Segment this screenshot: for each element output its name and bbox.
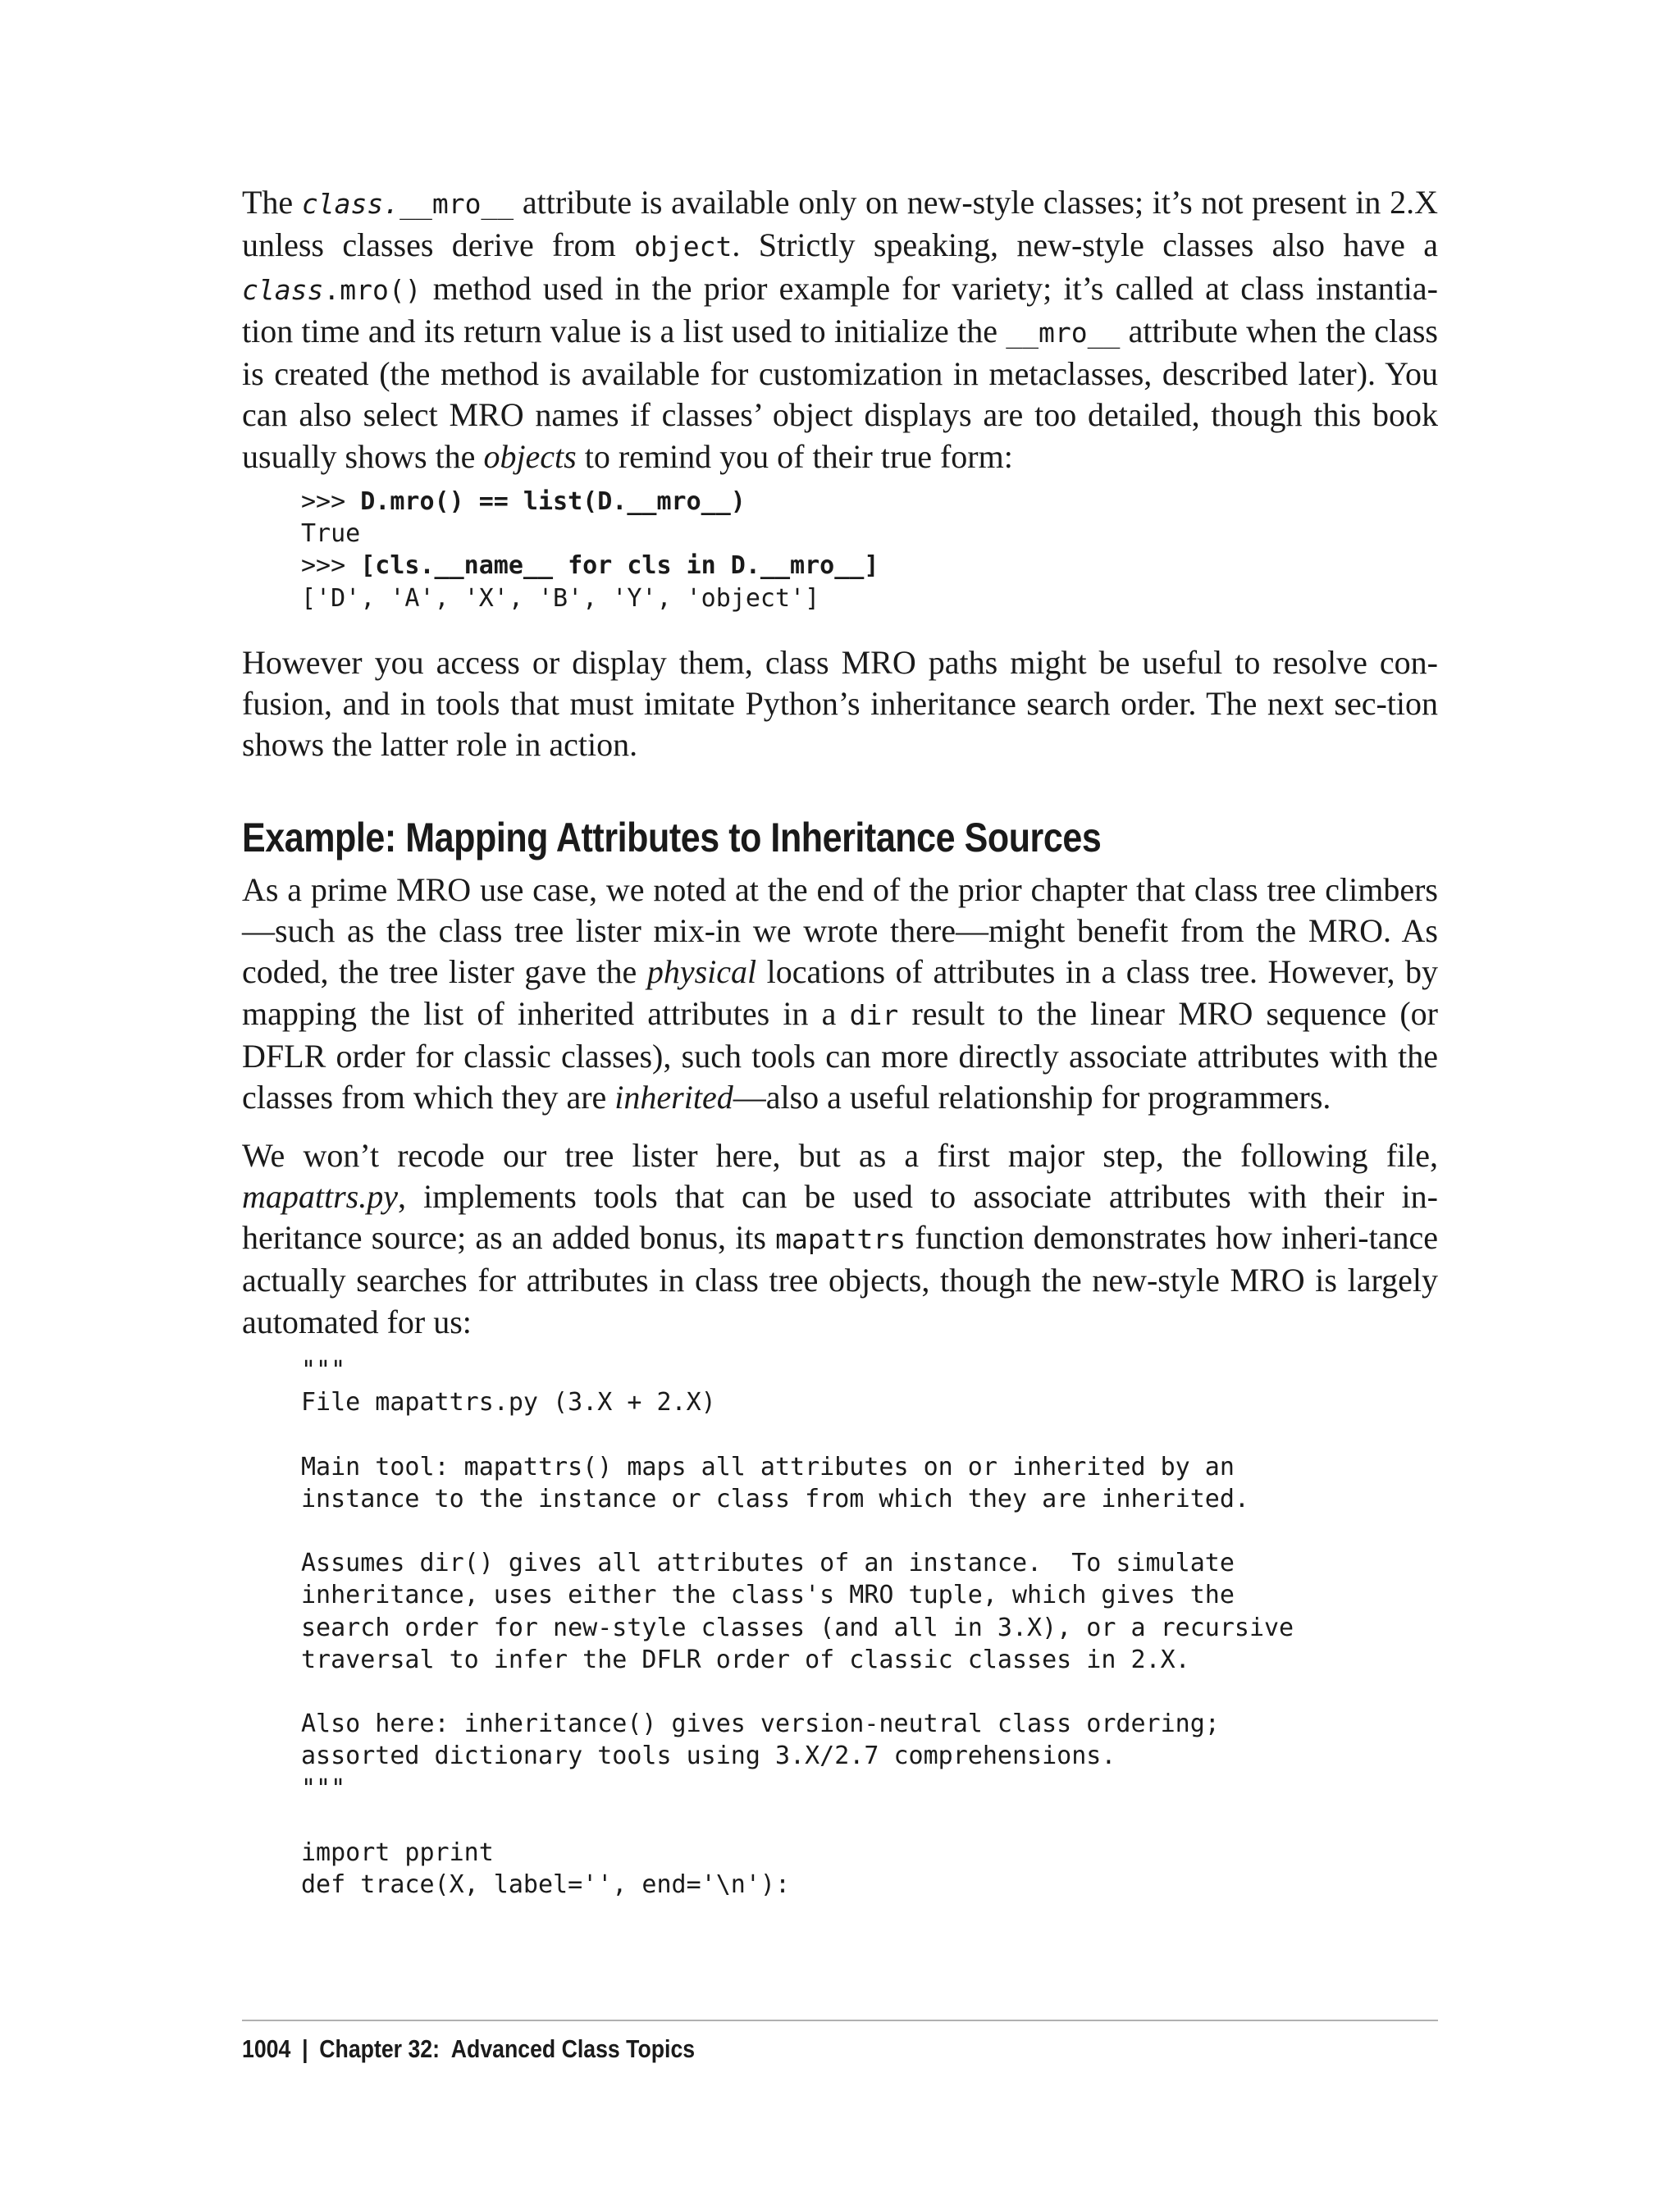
paragraph-mapattrs-intro	[242, 1135, 1438, 1343]
code-block-mro	[242, 486, 1438, 614]
inline-code: dir	[849, 998, 899, 1031]
inline-code: class	[242, 273, 324, 306]
paragraph-mro-attribute	[242, 182, 1438, 477]
inline-code: __mro__	[1006, 316, 1121, 349]
code-output: ['D', 'A', 'X', 'B', 'Y', 'object']	[301, 583, 820, 613]
inline-code: __mro__	[399, 188, 514, 220]
page-footer	[242, 2033, 695, 2066]
text-run: attribute is available only on new-style classes; it’s not present in 2.X unless classes derive from	[242, 184, 1439, 264]
code-prompt: >>>	[301, 487, 361, 517]
code-input: [cls.__name__ for cls in D.__mro__]	[360, 551, 879, 581]
emphasis: physical	[646, 953, 757, 991]
paragraph-mro-use-case	[242, 870, 1438, 1119]
text-run: . Strictly speaking, new-style classes also have a	[732, 226, 1438, 264]
emphasis: inherited	[614, 1079, 733, 1116]
code-input: D.mro() == list(D.__mro__)	[360, 487, 746, 517]
text-run: —also a useful relationship for programmers.	[733, 1079, 1331, 1116]
inline-code: object	[634, 231, 733, 263]
text-run: to remind you of their true form:	[576, 437, 1013, 475]
footer-rule	[242, 2020, 1438, 2021]
chapter-title: Chapter 32: Advanced Class Topics	[319, 2034, 696, 2063]
text-run: We won’t recode our tree lister here, but as a first major step, the following file,	[242, 1136, 1438, 1174]
text-run: , implements tools that can be used to associate attributes with their in-heritance source; as an added bonus, its	[242, 1177, 1438, 1257]
text-run: result to the linear MRO sequence (or DFLR order for classic classes), such tools can more directly associate attributes with the classes from which they are	[242, 994, 1438, 1116]
code-prompt: >>>	[301, 551, 361, 581]
paragraph-mro-paths: However you access or display them, class MRO paths might be useful to resolve con-fusion, and in tools that must imitate Python’s inheritance search order. The next sec-tion shows the latter role in action.	[242, 643, 1438, 764]
page-body	[242, 182, 1438, 1901]
code-output: True	[301, 519, 361, 549]
text-run: The	[242, 184, 302, 221]
text-run: attribute when the class is created (the method is available for customization in metaclasses, described later). You can also select MRO names if classes’ object displays are too detailed, though this book usually shows the	[242, 312, 1438, 475]
text-run: function demonstrates how inheri-tance actually searches for attributes in class tree objects, though the new-style MRO is largely automated for us:	[242, 1219, 1438, 1340]
emphasis: objects	[483, 437, 577, 475]
emphasis: mapattrs.py	[242, 1177, 398, 1215]
text-run: method used in the prior example for variety; it’s called at class instantia-tion time and its return value is a list used to initialize the	[242, 269, 1438, 349]
text-run: As a prime MRO use case, we noted at the end of the prior chapter that class tree climbers—such as the class tree lister mix-in we wrote there—might benefit from the MRO. As coded, the tree lister gave the	[242, 870, 1438, 991]
code-block-mapattrs: """ File mapattrs.py (3.X + 2.X) Main tool: mapattrs() maps all attributes on or inherited by an instance to the instance or class from which they are inherited. Assumes dir() gives all attributes of an instance. To simulate inheritance, uses either the class's MRO tuple, which gives the search order for new-style classes (and all in 3.X), or a recursive traversal to infer the DFLR order of classic classes in 2.X. Also here: inheritance() gives version-neutral class ordering; assorted dictionary tools using 3.X/2.7 comprehensions. """ import pprint def trace(X, label='', end='\n'):	[301, 1356, 1294, 1900]
inline-code: class.	[301, 188, 400, 220]
section-heading: Example: Mapping Attributes to Inheritance Sources	[242, 814, 1102, 861]
page-number: 1004	[242, 2034, 291, 2063]
text-run: locations of attributes in a class tree. However, by mapping the list of inherited attributes in a	[242, 953, 1439, 1032]
inline-code: mapattrs	[775, 1223, 906, 1256]
inline-code: .mro()	[323, 273, 422, 306]
footer-separator: |	[302, 2034, 308, 2063]
